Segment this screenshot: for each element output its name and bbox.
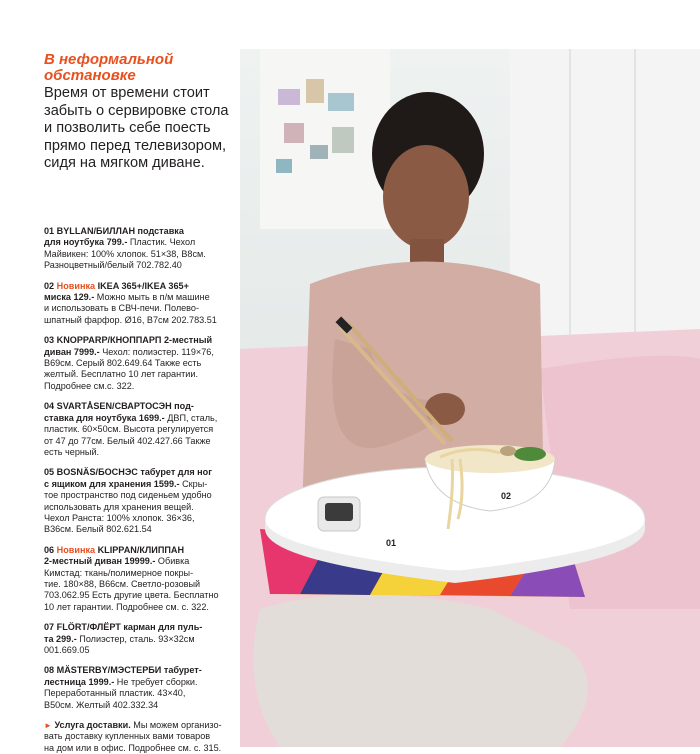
product-entry xyxy=(44,665,240,711)
product-name: та 299.- xyxy=(44,633,77,644)
product-description: желтый. Бесплатно 10 лет гарантии. xyxy=(44,369,198,380)
product-description: Обивка xyxy=(155,556,190,567)
product-name: 02 xyxy=(44,280,57,291)
product-entry xyxy=(44,281,240,327)
product-name: лестница 1999.- xyxy=(44,676,115,687)
product-entry xyxy=(44,401,240,458)
product-name: диван 7999.- xyxy=(44,346,100,357)
product-description: Не требует сборки. xyxy=(114,676,198,687)
product-name: 08 MÄSTERBY/МЭСТЕРБИ табурет- xyxy=(44,665,202,676)
product-entry xyxy=(44,467,240,535)
product-name: 05 BOSNÄS/БОСНЭС табурет для ног xyxy=(44,467,213,478)
product-name: 2-местный диван 19999.- xyxy=(44,556,156,567)
intro-block xyxy=(44,52,236,173)
wall-photo xyxy=(328,93,354,111)
product-description: использовать для хранения вещей. xyxy=(44,501,194,512)
product-description: Подробнее см.с. 322. xyxy=(44,380,135,391)
hand xyxy=(425,393,465,425)
callout-01: 01 xyxy=(386,538,397,548)
arrow-right-icon: ► xyxy=(44,721,52,731)
product-name: IKEA 365+/IKEA 365+ xyxy=(95,280,189,291)
product-description: 001.669.05 xyxy=(44,645,90,655)
product-description: тое пространство под сиденьем удобно xyxy=(44,490,212,501)
intro-line: сидя на мягком диване. xyxy=(44,155,205,171)
service-label: Услуга доставки. xyxy=(54,720,131,731)
service-text: на дом или в офис. Подробнее см. с. 315. xyxy=(44,742,222,753)
product-description: Кимстад: ткань/полимерное покры- xyxy=(44,567,194,578)
product-name: KLIPPAN/КЛИППАН xyxy=(95,544,185,555)
wall-board xyxy=(260,49,390,229)
service-text: вать доставку купленных вами товаров xyxy=(44,731,211,742)
intro-line: Время от времени стоит xyxy=(44,85,210,101)
wall-photo xyxy=(276,159,292,173)
product-entry xyxy=(44,226,240,272)
face xyxy=(383,145,469,249)
product-description: Переработанный пластик. 43×40, xyxy=(44,688,186,699)
product-description: тие. 180×88, В66см. Светло-розовый xyxy=(44,578,201,589)
product-name: 06 xyxy=(44,544,57,555)
product-description: и использовать в СВЧ-печи. Полево- xyxy=(44,303,199,314)
intro-line: и позволить себе поесть xyxy=(44,120,211,136)
product-name: для ноутбука 799.- xyxy=(44,237,128,248)
product-name: 07 FLÖRT/ФЛЁРТ карман для пуль- xyxy=(44,622,203,633)
product-description: В69см. Серый 802.649.64 Также есть xyxy=(44,358,202,369)
product-list xyxy=(44,226,240,754)
product-entry xyxy=(44,335,240,392)
product-description: есть черный. xyxy=(44,446,100,457)
product-description: 10 лет гарантии. Подробнее см. с. 322. xyxy=(44,601,209,612)
heading-line: В неформальной xyxy=(44,51,174,68)
product-description: В36см. Белый 802.621.54 xyxy=(44,524,152,535)
new-badge: Новинка xyxy=(56,280,96,291)
product-description: Чехол: полиэстер. 119×76, xyxy=(99,346,214,357)
product-description: Скры- xyxy=(179,478,208,489)
product-name: миска 129.- xyxy=(44,292,95,303)
delivery-service-note xyxy=(44,720,240,754)
product-name: 04 SVARTÅSEN/СВАРТОСЭН под- xyxy=(44,401,194,412)
product-photo xyxy=(240,49,700,747)
product-description: ДВП, сталь, xyxy=(164,412,218,423)
product-description: Майвикен: 100% хлопок. 51×38, В8см. xyxy=(44,248,206,259)
wall-photo xyxy=(310,145,328,159)
product-description: от 47 до 77см. Белый 402.427.66 Также xyxy=(44,435,211,446)
wall-photo xyxy=(278,89,300,105)
product-description: Можно мыть в п/м машине xyxy=(94,292,210,303)
product-name: 03 KNOPPARP/КНОППАРП 2-местный xyxy=(44,335,213,346)
intro-text xyxy=(44,85,259,173)
product-description: В50см. Желтый 402.332.34 xyxy=(44,699,159,710)
product-entry xyxy=(44,545,240,613)
intro-line: прямо перед телевизором, xyxy=(44,137,227,154)
page-heading xyxy=(44,52,236,84)
product-description: Пластик. Чехол xyxy=(127,237,196,248)
product-description: Чехол Ранста: 100% хлопок. 36×36, xyxy=(44,512,195,523)
product-description: 703.062.95 Есть другие цвета. Бесплатно xyxy=(44,590,219,601)
wall-photo xyxy=(284,123,304,143)
product-description: Полиэстер, сталь. 93×32см xyxy=(76,633,195,644)
intro-line: забыть о сервировке стола xyxy=(44,102,229,119)
heading-line: обстановке xyxy=(44,67,136,84)
wall-photo xyxy=(306,79,324,103)
product-description: Разноцветный/белый 702.782.40 xyxy=(44,260,182,271)
product-description: пластик. 60×50см. Высота регулируется xyxy=(44,424,214,435)
new-badge: Новинка xyxy=(56,544,96,555)
product-description: шпатный фарфор. Ø16, В7см 202.783.51 xyxy=(44,314,217,325)
product-name: 01 BYLLAN/БИЛЛАН подставка xyxy=(44,226,184,236)
photo-illustration xyxy=(240,49,700,747)
wall-photo xyxy=(332,127,354,153)
product-name: с ящиком для хранения 1599.- xyxy=(44,478,180,489)
service-text: Мы можем организо- xyxy=(130,720,222,731)
callout-02: 02 xyxy=(501,491,512,501)
product-name: ставка для ноутбука 1699.- xyxy=(44,412,165,423)
product-entry xyxy=(44,622,240,656)
